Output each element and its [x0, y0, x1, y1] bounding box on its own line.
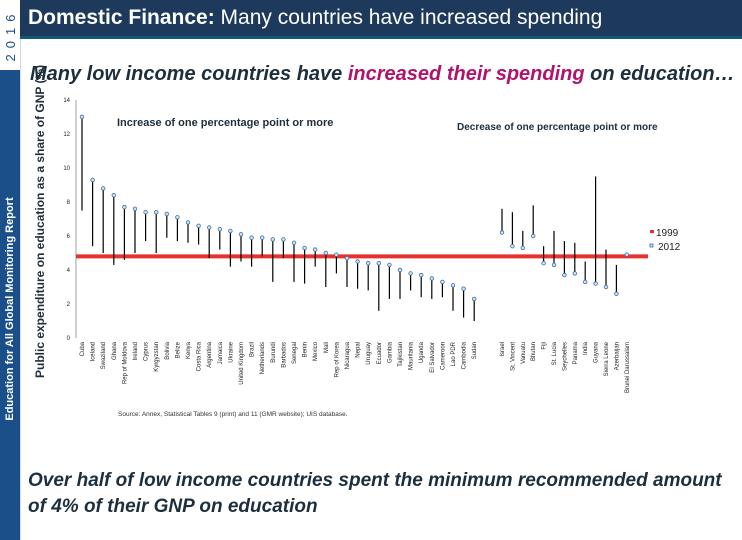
x-tick-label: Brazil [249, 342, 256, 358]
x-tick-label: Panama [572, 342, 579, 365]
increase-point-2012 [366, 261, 370, 265]
decrease-point-2012 [500, 231, 504, 235]
x-tick-label: Ecuador [376, 342, 383, 365]
y-tick-label: 0 [66, 336, 70, 342]
increase-point-2012 [303, 246, 307, 250]
x-tick-label: Nepal [355, 342, 362, 358]
x-tick-label: Mexico [313, 342, 320, 362]
decrease-point-2012 [594, 282, 598, 286]
x-tick-label: Gambia [387, 342, 394, 364]
x-tick-label: Iceland [90, 342, 97, 362]
x-tick-label: Kenya [186, 342, 192, 360]
x-tick-label: Brunei Darussalam [624, 342, 631, 394]
increase-point-2012 [91, 178, 95, 182]
title-rest: Many countries have increased spending [214, 6, 603, 29]
increase-point-2012 [154, 210, 158, 214]
increase-point-2012 [472, 297, 476, 301]
increase-point-2012 [282, 238, 286, 242]
source-note: Source: Annex, Statistical Tables 9 (print) and 11 (GMR website); UIS database. [118, 411, 348, 418]
increase-point-2012 [165, 212, 169, 216]
x-tick-label: Azerbaijan [614, 342, 621, 371]
x-tick-label: United Kingdom [239, 342, 245, 385]
y-tick-label: 8 [66, 200, 70, 206]
increase-point-2012 [324, 251, 328, 255]
increase-point-2012 [441, 280, 445, 284]
x-tick-label: Burundi [270, 342, 277, 363]
x-tick-label: Rep of Moldova [122, 342, 129, 385]
x-tick-label: Bhutan [531, 342, 538, 362]
x-tick-label: Cameroon [440, 342, 447, 371]
y-tick-label: 14 [63, 98, 70, 104]
decrease-point-2012 [583, 280, 587, 284]
increase-point-2012 [292, 241, 296, 245]
x-tick-label: Fiji [541, 342, 548, 350]
x-tick-label: Tajikistan [398, 342, 404, 367]
increase-point-2012 [112, 193, 116, 197]
increase-point-2012 [398, 268, 402, 272]
increase-point-2012 [123, 205, 127, 209]
increase-point-2012 [133, 207, 137, 211]
report-year-text: 2016 [3, 8, 18, 62]
increase-point-2012 [80, 115, 84, 119]
legend-swatch-1999 [650, 230, 654, 233]
x-tick-label: Barbados [281, 342, 288, 368]
x-tick-label: Ukraine [228, 342, 235, 363]
x-tick-label: Jamaica [217, 342, 224, 365]
x-tick-label: Cyprus [143, 342, 150, 362]
x-tick-label: Mauritania [408, 342, 415, 371]
decrease-point-2012 [542, 261, 546, 265]
x-tick-label: Cuba [80, 342, 86, 357]
increase-point-2012 [207, 226, 211, 230]
increase-point-2012 [451, 284, 455, 288]
y-tick-label: 12 [63, 132, 70, 138]
y-tick-label: 6 [66, 234, 70, 240]
y-axis-label: Public expenditure on education as a share of GNP (%) [33, 64, 47, 378]
increase-point-2012 [388, 263, 392, 267]
x-tick-label: Mali [323, 342, 330, 354]
increase-point-2012 [377, 261, 381, 265]
x-tick-label: St. Vincent [510, 342, 517, 371]
decrease-point-2012 [552, 263, 556, 267]
x-tick-label: Senegal [292, 342, 298, 365]
increase-point-2012 [313, 248, 317, 252]
increase-point-2012 [218, 227, 222, 231]
increase-point-2012 [271, 238, 275, 242]
increase-point-2012 [186, 221, 190, 225]
increase-point-2012 [335, 253, 339, 257]
decrease-point-2012 [563, 273, 567, 277]
decrease-point-2012 [625, 253, 629, 257]
increase-point-2012 [250, 236, 254, 240]
x-tick-label: Ireland [133, 342, 139, 361]
legend-swatch-2012 [650, 244, 653, 247]
increase-point-2012 [419, 273, 423, 277]
x-tick-label: Vanuatu [520, 342, 527, 364]
title-bold: Domestic Finance: [28, 6, 215, 29]
x-tick-label: Kyrgyzstan [154, 342, 161, 372]
increase-point-2012 [430, 277, 434, 281]
y-tick-label: 4 [66, 268, 70, 274]
x-tick-label: Ghana [111, 342, 118, 361]
annotation-decrease: Decrease of one percentage point or more [457, 122, 658, 133]
legend-label-2012: 2012 [658, 242, 681, 253]
decrease-point-2012 [511, 244, 515, 248]
x-tick-label: Bolivia [164, 342, 171, 360]
increase-point-2012 [356, 260, 360, 264]
x-tick-label: Guyana [593, 342, 600, 364]
x-tick-label: Rep of Korea [334, 342, 341, 378]
x-tick-label: Netherlands [260, 342, 267, 375]
increase-point-2012 [462, 287, 466, 291]
y-tick-label: 2 [66, 302, 70, 308]
x-tick-label: St. Lucia [552, 342, 558, 366]
decrease-point-2012 [573, 272, 577, 276]
subtitle-suffix: on education… [584, 63, 735, 85]
increase-point-2012 [409, 272, 413, 276]
x-tick-label: Cambodia [461, 342, 468, 370]
annotation-increase: Increase of one percentage point or more [117, 117, 334, 129]
x-tick-label: Costa Rica [196, 342, 203, 372]
x-tick-label: India [583, 342, 590, 356]
increase-point-2012 [176, 216, 180, 220]
x-tick-label: Belize [175, 342, 182, 359]
increase-point-2012 [144, 210, 148, 214]
legend-label-1999: 1999 [656, 228, 679, 239]
increase-point-2012 [260, 236, 264, 240]
x-tick-label: Sudan [472, 342, 479, 360]
increase-point-2012 [229, 229, 233, 233]
x-tick-label: Benin [302, 342, 309, 358]
x-tick-label: Nicaragua [345, 342, 351, 370]
x-tick-label: Uruguay [366, 342, 373, 365]
x-tick-label: El Salvador [429, 342, 436, 373]
decrease-point-2012 [531, 234, 535, 238]
x-tick-label: Swaziland [101, 342, 108, 370]
x-tick-label: Argentina [207, 342, 214, 368]
increase-point-2012 [197, 224, 201, 228]
x-tick-label: Israel [500, 342, 506, 357]
y-tick-label: 10 [63, 166, 70, 172]
subtitle-highlight: increased their spending [347, 63, 585, 85]
increase-point-2012 [239, 233, 243, 237]
decrease-point-2012 [615, 292, 619, 296]
decrease-point-2012 [604, 285, 608, 289]
report-name: Education for All Global Monitoring Report [4, 197, 16, 421]
decrease-point-2012 [521, 246, 525, 250]
x-tick-label: Uganda [419, 342, 426, 364]
increase-point-2012 [345, 256, 349, 260]
x-tick-label: Lao PDR [451, 342, 457, 367]
subtitle-prefix: Many low income countries have [30, 63, 348, 85]
x-tick-label: Seychelles [562, 342, 569, 372]
increase-point-2012 [101, 187, 105, 191]
x-tick-label: Sierra Leone [604, 342, 610, 377]
summary-text: Over half of low income countries spent the minimum recommended amount of 4% of their GNP on education [28, 470, 722, 517]
